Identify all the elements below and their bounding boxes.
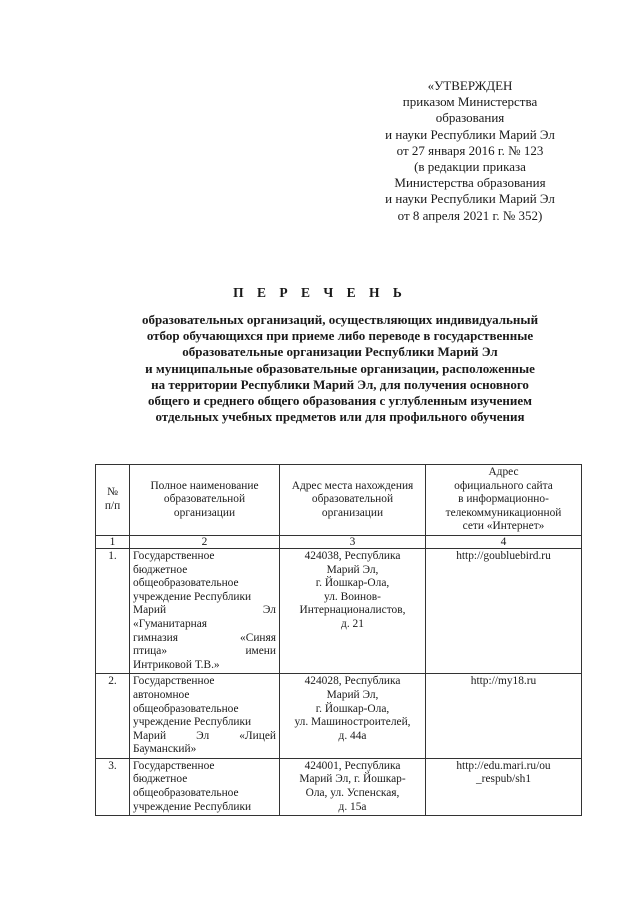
website-link[interactable]: http://my18.ru	[470, 675, 537, 688]
address-line: ул. Воинов-	[324, 590, 381, 603]
approval-line: «УТВЕРЖДЕН	[427, 78, 513, 93]
org-name-line: Марий Эл «Лицей	[133, 729, 276, 742]
header-text: п/п	[104, 499, 121, 512]
table-row	[96, 674, 582, 759]
document-subtitle	[100, 312, 580, 425]
row-number: 2.	[96, 674, 130, 759]
approval-line: от 27 января 2016 г. № 123	[396, 142, 544, 158]
website-link[interactable]: http://goubluebird.ru	[456, 549, 551, 562]
org-name	[130, 758, 280, 815]
address-line: 424028, Республика	[304, 675, 401, 688]
column-index-row	[96, 535, 582, 548]
organizations-table	[95, 464, 582, 816]
header-text: образовательной	[163, 493, 246, 506]
org-address	[280, 674, 426, 759]
org-name-line: учреждение Республики	[133, 800, 252, 813]
address-line: д. 44а	[338, 729, 367, 742]
address-line: ул. Машиностроителей,	[294, 716, 411, 729]
header-text: организации	[173, 506, 236, 519]
row-number: 1.	[96, 548, 130, 673]
approval-line: приказом Министерства	[402, 94, 538, 110]
table-row	[96, 758, 582, 815]
org-name-line: учреждение Республики	[133, 590, 252, 603]
org-name-line: гимназия «Синяя	[133, 631, 276, 644]
org-name-line: птица» имени	[133, 645, 276, 658]
header-text: №	[107, 486, 118, 499]
subtitle-line: образовательных организаций, осуществляющих индивидуальный	[141, 312, 539, 327]
subtitle-line: образовательные организации Республики Марий Эл	[182, 344, 498, 360]
address-line: Интернационалистов,	[299, 604, 406, 617]
header-site	[426, 465, 582, 536]
column-index: 1	[96, 535, 130, 548]
subtitle-line: на территории Республики Марий Эл, для получения основного	[151, 376, 529, 392]
approval-line: образования	[435, 110, 505, 126]
header-num	[96, 465, 130, 536]
header-text: Адрес места нахождения	[291, 479, 414, 492]
approval-line: и науки Республики Марий Эл	[385, 191, 555, 207]
org-name-line: «Гуманитарная	[133, 617, 208, 630]
header-text: телекоммуникационной	[445, 506, 562, 519]
address-line: Марий Эл,	[326, 688, 379, 701]
document-title: П Е Р Е Ч Е Н Ь	[233, 285, 407, 300]
header-text: Адрес	[488, 466, 519, 478]
header-text: образовательной	[311, 493, 394, 506]
org-name-line: Бауманский»	[133, 743, 197, 756]
website-link[interactable]: http://edu.mari.ru/ou	[456, 759, 551, 772]
org-name-line: Государственное	[133, 675, 215, 688]
org-name-line: автономное	[133, 688, 190, 701]
column-index: 3	[280, 535, 426, 548]
org-website	[426, 758, 582, 815]
org-name-line: учреждение Республики	[133, 716, 252, 729]
column-index: 2	[130, 535, 280, 548]
approval-stamp	[360, 78, 580, 224]
org-name-line: общеобразовательное	[133, 577, 239, 590]
org-name-line: бюджетное	[133, 563, 188, 576]
subtitle-line: и муниципальные образовательные организации, расположенные	[145, 360, 535, 376]
header-name	[130, 465, 280, 536]
address-line: Ола, ул. Успенская,	[305, 787, 400, 800]
org-name-line: бюджетное	[133, 773, 188, 786]
org-address	[280, 758, 426, 815]
table-header-row	[96, 465, 582, 536]
address-line: 424001, Республика	[304, 759, 401, 772]
header-address	[280, 465, 426, 536]
approval-line: и науки Республики Марий Эл	[385, 126, 555, 142]
org-name-line: Марий Эл	[133, 604, 276, 617]
approval-line: от 8 апреля 2021 г. № 352)	[397, 207, 543, 223]
address-line: д. 15а	[338, 800, 367, 813]
header-text: официального сайта	[454, 479, 553, 492]
org-website	[426, 548, 582, 673]
org-name-line: общеобразовательное	[133, 702, 239, 715]
subtitle-line: общего и среднего общего образования с углубленным изучением	[147, 393, 532, 409]
org-name-line: Государственное	[133, 549, 215, 562]
address-line: д. 21	[341, 617, 364, 630]
org-address	[280, 548, 426, 673]
subtitle-line: отдельных учебных предметов или для профильного обучения	[155, 409, 525, 425]
address-line: Марий Эл,	[326, 563, 379, 576]
column-index: 4	[426, 535, 582, 548]
website-link[interactable]: _respub/sh1	[475, 773, 532, 786]
org-name	[130, 548, 280, 673]
header-text: сети «Интернет»	[462, 520, 545, 533]
address-line: г. Йошкар-Ола,	[315, 577, 390, 590]
org-name-line: общеобразовательное	[133, 787, 239, 800]
org-website	[426, 674, 582, 759]
approval-line: (в редакции приказа	[414, 159, 526, 175]
address-line: Марий Эл, г. Йошкар-	[299, 773, 406, 786]
row-number: 3.	[96, 758, 130, 815]
header-text: организации	[321, 506, 384, 519]
org-name-line: Интриковой Т.В.»	[133, 658, 220, 671]
header-text: в информационно-	[458, 493, 549, 506]
address-line: 424038, Республика	[304, 549, 401, 562]
org-name-line: Государственное	[133, 759, 215, 772]
table-row	[96, 548, 582, 673]
approval-line: Министерства образования	[394, 175, 546, 191]
org-name	[130, 674, 280, 759]
header-text: Полное наименование	[150, 479, 259, 492]
address-line: г. Йошкар-Ола,	[315, 702, 390, 715]
subtitle-line: отбор обучающихся при приеме либо переводе в государственные	[146, 328, 534, 344]
